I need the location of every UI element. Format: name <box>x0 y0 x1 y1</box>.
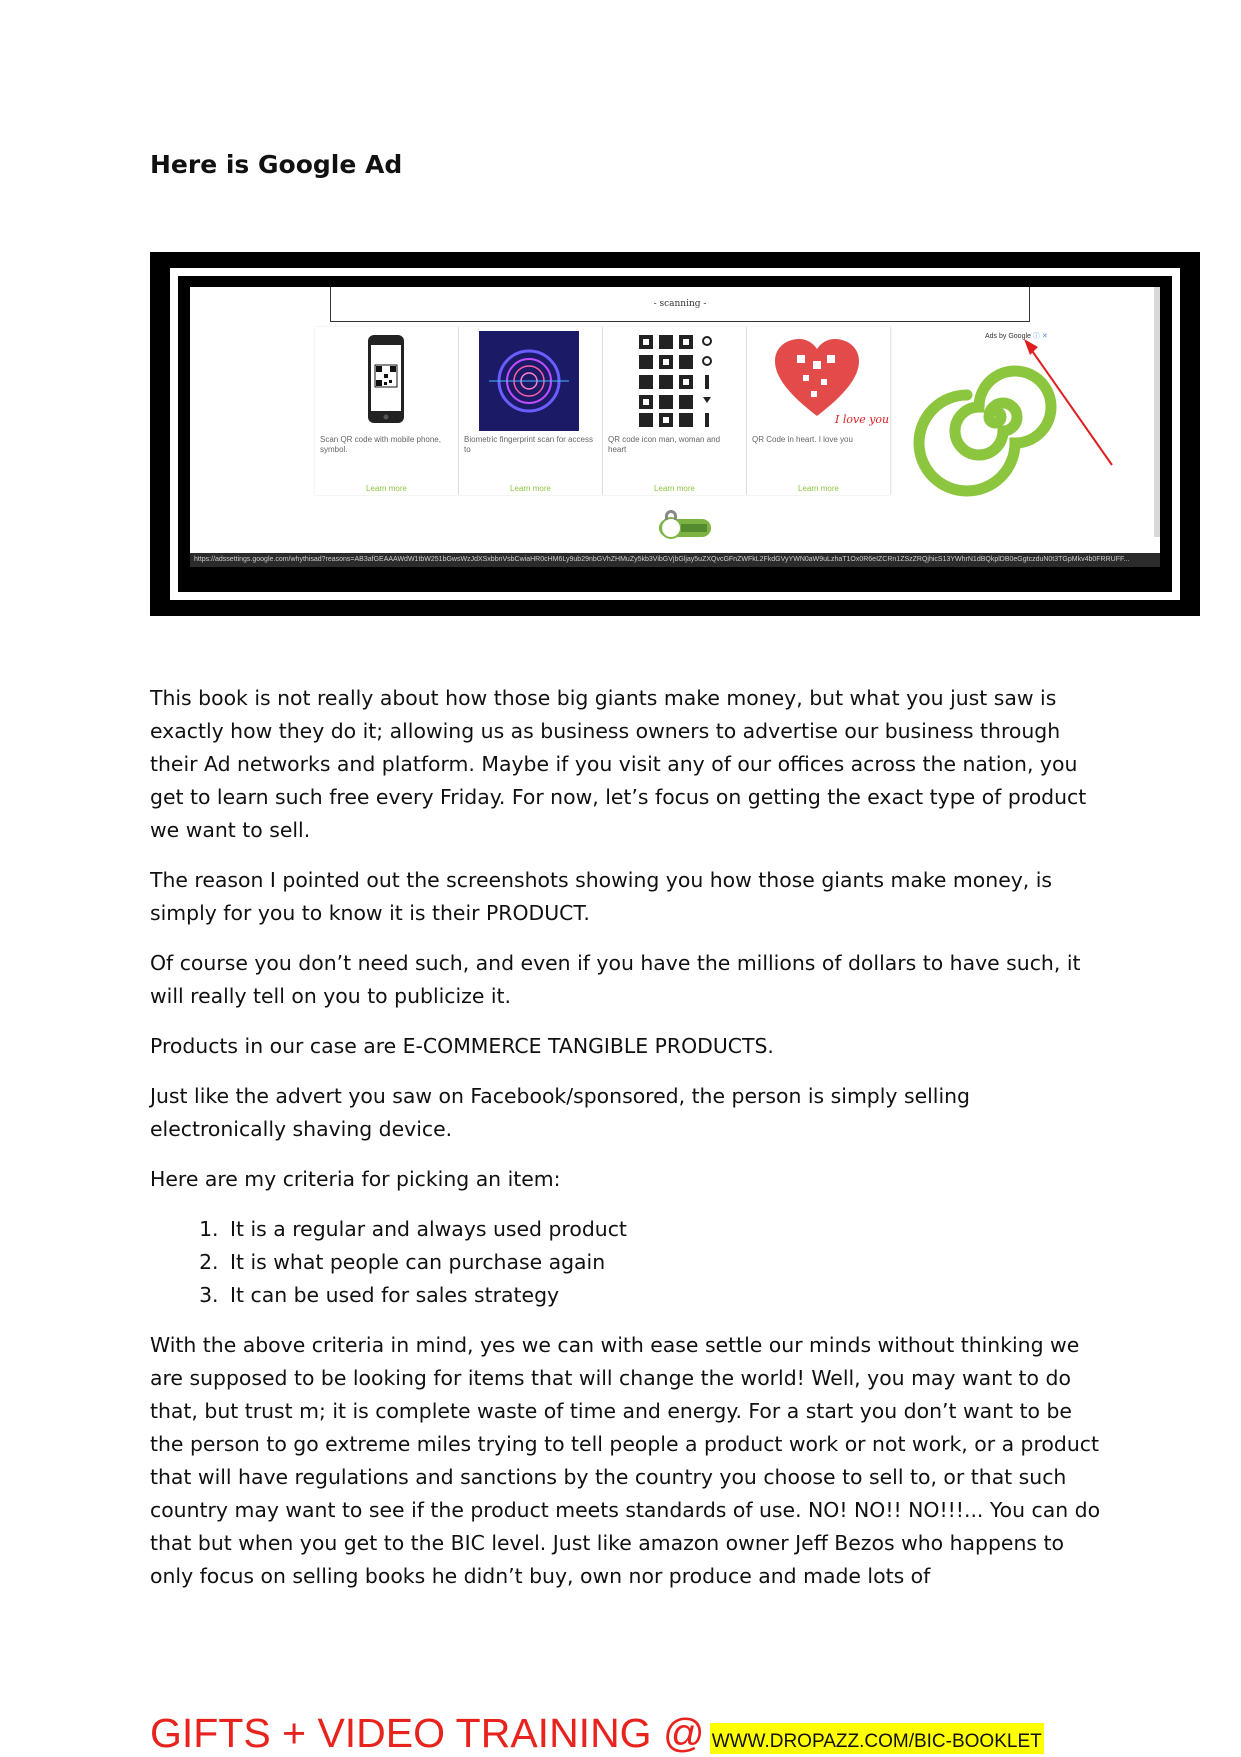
ad-card[interactable] <box>603 327 747 495</box>
qr-grid-icon <box>623 331 723 431</box>
secure-badge-icon <box>655 509 715 543</box>
paragraph: Products in our case are E-COMMERCE TANGIBLE PRODUCTS. <box>150 1034 774 1058</box>
ads-by-google-text: Ads by Google <box>985 333 1031 340</box>
ad-card[interactable] <box>459 327 603 495</box>
list-item: 2. It is what people can purchase again <box>225 1246 1110 1279</box>
ad-info-icon[interactable]: ⓘ ✕ <box>1032 333 1048 340</box>
paragraph: The reason I pointed out the screenshots showing you how those giants make money, is simply for you to know it is their PRODUCT. <box>150 868 1053 925</box>
ad-caption: Biometric fingerprint scan for access to <box>464 435 593 454</box>
screenshot-inner-frame <box>178 276 1172 592</box>
ad-caption: Scan QR code with mobile phone, symbol. <box>320 435 441 454</box>
ad-card[interactable] <box>747 327 891 495</box>
screenshot-screen <box>190 287 1160 567</box>
learn-more-link[interactable]: Learn more <box>654 484 695 493</box>
footer-banner <box>150 1710 1044 1757</box>
status-bar-url: https://adssettings.google.com/whythisad?reasons=AB3afGEAAAWdW1tbW251bGwsWzJdXSxbbnVsbCwiaHR0cHM6Ly9ub29nbGVhZHMuZy5kb3VibGVjbGljay5uZXQvcGFnZWFkL2FkdGVyYWN0aW9uLzhaT1Ox0R6eIZCRn1ZSzZRQjhicS13YWhrN1dBQkplDB0eGgtczduN0t3TGpMkv4b0FRRUFF... <box>190 553 1160 567</box>
learn-more-link[interactable]: Learn more <box>510 484 551 493</box>
vertical-scrollbar[interactable] <box>1154 287 1160 537</box>
love-text: I love you <box>835 413 890 426</box>
learn-more-link[interactable]: Learn more <box>366 484 407 493</box>
paragraph: Here are my criteria for picking an item: <box>150 1167 561 1191</box>
screenshot-white-frame <box>170 268 1180 600</box>
footer-label: GIFTS + VIDEO TRAINING @ <box>150 1710 705 1756</box>
scanning-bar: - scanning - <box>330 287 1030 322</box>
criteria-list <box>150 1213 1110 1312</box>
paragraph: This book is not really about how those big giants make money, but what you just saw is exactly how they do it; allowing us as business owners to advertise our business through their Ad networks and platform. Maybe if you visit any of our offices across the nation, you get to learn such free every Friday. For now, let’s focus on getting the exact type of product we want to sell. <box>150 686 1087 842</box>
learn-more-link[interactable]: Learn more <box>798 484 839 493</box>
body-text <box>150 682 1110 1610</box>
paragraph: Just like the advert you saw on Facebook/sponsored, the person is simply selling electronically shaving device. <box>150 1084 970 1141</box>
phone-qr-icon <box>335 331 435 431</box>
list-item: 1. It is a regular and always used product <box>225 1213 1110 1246</box>
red-arrow-icon <box>1020 335 1120 475</box>
qr-heart-icon <box>767 331 890 431</box>
page-heading: Here is Google Ad <box>150 150 403 179</box>
list-item: 3. It can be used for sales strategy <box>225 1279 1110 1312</box>
ad-caption: QR Code in heart. I love you <box>752 435 853 444</box>
paragraph: Of course you don’t need such, and even if you have the millions of dollars to have such, it will really tell on you to publicize it. <box>150 951 1081 1008</box>
footer-url-link[interactable]: WWW.DROPAZZ.COM/BIC-BOOKLET <box>710 1723 1044 1754</box>
fingerprint-icon <box>479 331 579 431</box>
paragraph: With the above criteria in mind, yes we can with ease settle our minds without thinking we are supposed to be looking for items that will change the world! Well, you may want to do that, but trust m; it is complete waste of time and energy. For a start you don’t want to be the person to go extreme miles trying to tell people a product work or not work, or a product that will have regulations and sanctions by the country you choose to sell to, or that such country may want to see if the product meets standards of use. NO! NO!! NO!!!... You can do that but when you get to the BIC level. Just like amazon owner Jeff Bezos who happens to only focus on selling books he didn’t buy, own nor produce and made lots of <box>150 1333 1101 1588</box>
ad-caption: QR code icon man, woman and heart <box>608 435 721 454</box>
ad-card[interactable] <box>315 327 459 495</box>
google-ad-screenshot <box>150 252 1200 616</box>
